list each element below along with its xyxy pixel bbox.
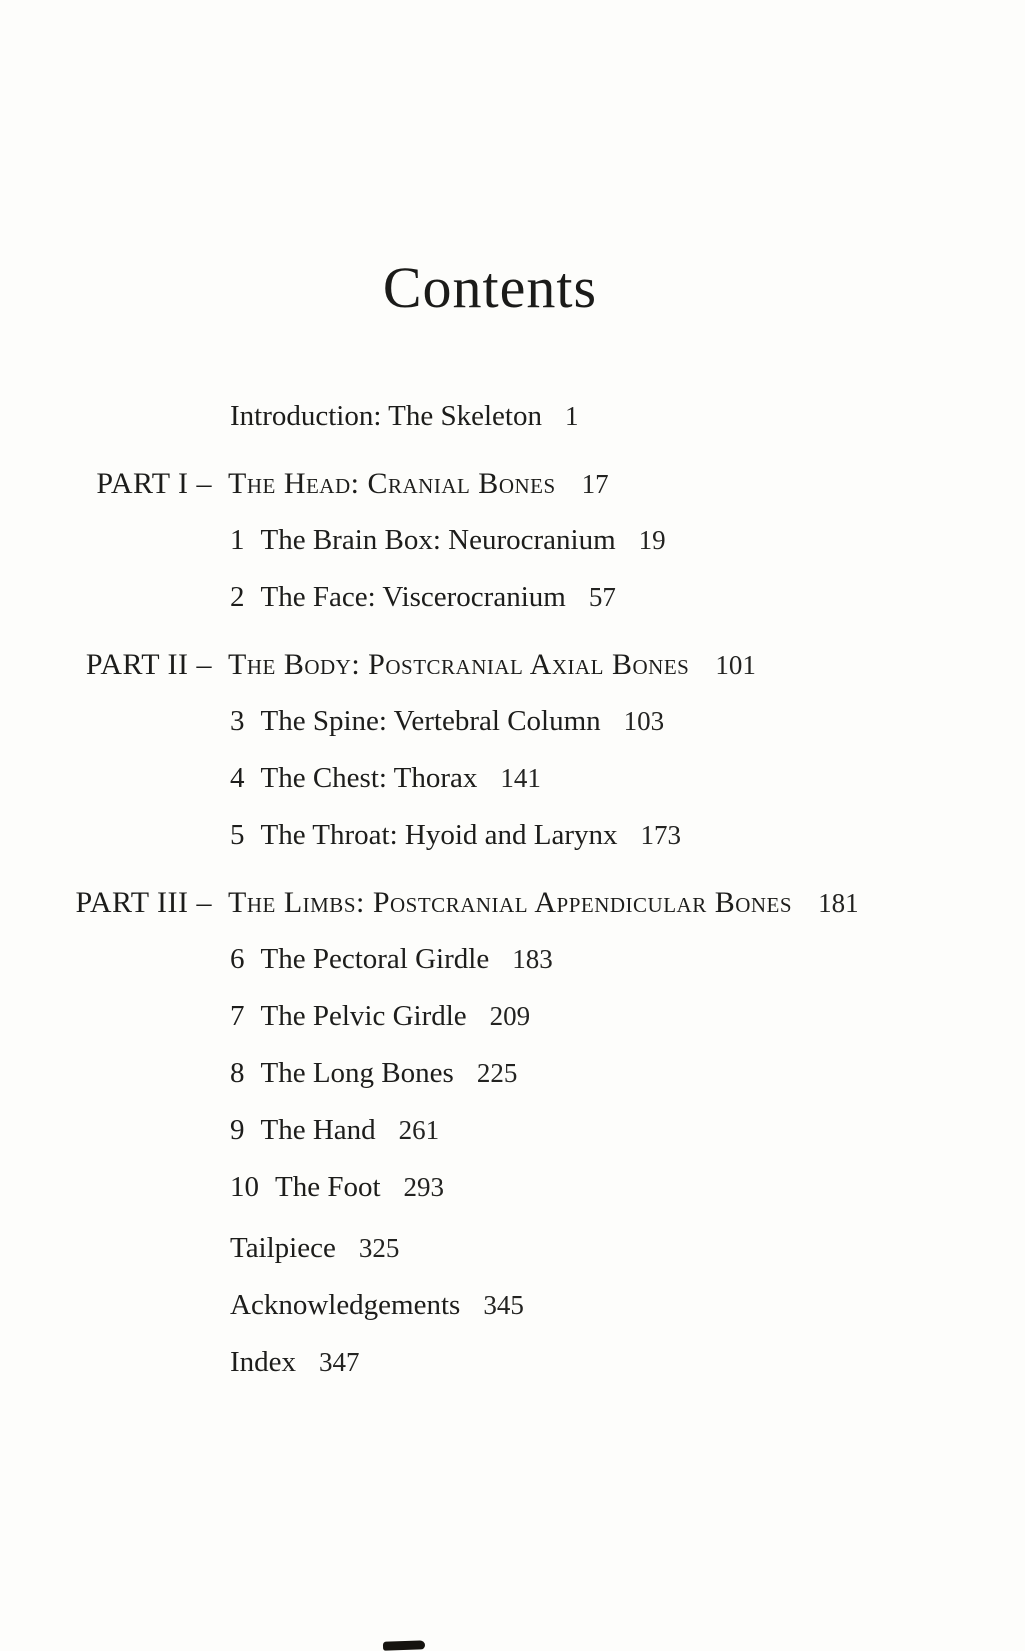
- entry-page-number: 325: [358, 1233, 400, 1263]
- toc-entry-tailpiece: [0, 1234, 1025, 1263]
- entry-label: The Hand: [260, 1114, 376, 1146]
- entry-page-number: 141: [500, 763, 541, 793]
- toc-part-heading-1: [0, 469, 1025, 498]
- chapter-number: 8: [230, 1057, 245, 1089]
- entry-label: The Foot: [275, 1171, 381, 1203]
- entry-label: The Long Bones: [260, 1057, 454, 1089]
- part-label: PART III –: [75, 886, 212, 919]
- back-matter-section: [0, 1234, 1025, 1377]
- toc-entry-chapter-10: [0, 1173, 1025, 1202]
- entry-page-number: 347: [319, 1347, 360, 1377]
- chapter-number: 7: [230, 1000, 245, 1032]
- entry-label: The Brain Box: Neurocranium: [260, 524, 616, 556]
- chapter-number: 1: [230, 524, 245, 556]
- chapter-number: 6: [230, 943, 245, 975]
- entry-label: Introduction: The Skeleton: [230, 400, 542, 432]
- entry-page-number: 345: [483, 1290, 524, 1320]
- toc-entry-chapter-1: [0, 526, 1025, 555]
- entry-page-number: 103: [623, 706, 665, 736]
- chapter-number: 10: [230, 1171, 259, 1203]
- entry-label: The Pectoral Girdle: [260, 943, 490, 975]
- entry-page-number: 261: [398, 1115, 440, 1145]
- entry-label: Index: [230, 1346, 297, 1378]
- chapter-number: 5: [230, 819, 245, 851]
- part-label: PART I –: [96, 467, 212, 500]
- entry-page-number: 17: [581, 469, 609, 499]
- entry-page-number: 1: [564, 401, 579, 431]
- part-title: The Body: Postcranial Axial Bones: [228, 648, 690, 681]
- chapter-number: 3: [230, 705, 245, 737]
- entry-page-number: 209: [489, 1001, 531, 1031]
- entry-page-number: 183: [512, 944, 553, 974]
- toc-entry-chapter-2: [0, 583, 1025, 612]
- toc-entry-chapter-6: [0, 945, 1025, 974]
- scan-smudge-artifact: [383, 1640, 425, 1650]
- toc-entry-chapter-3: [0, 707, 1025, 736]
- entry-page-number: 19: [638, 525, 666, 555]
- toc-entry-chapter-4: [0, 764, 1025, 793]
- entry-page-number: 293: [403, 1172, 445, 1202]
- entry-page-number: 225: [476, 1058, 518, 1088]
- chapter-number: 9: [230, 1114, 245, 1146]
- entry-label: Tailpiece: [230, 1232, 336, 1264]
- entry-label: The Throat: Hyoid and Larynx: [260, 819, 618, 851]
- page-title: Contents: [382, 255, 598, 320]
- entry-label: The Chest: Thorax: [260, 762, 478, 794]
- part-title: The Limbs: Postcranial Appendicular Bones: [228, 886, 793, 919]
- toc-entry-chapter-8: [0, 1059, 1025, 1088]
- entry-page-number: 181: [818, 888, 859, 918]
- entry-label: Acknowledgements: [230, 1289, 461, 1321]
- chapter-number: 4: [230, 762, 245, 794]
- toc-entry-chapter-9: [0, 1116, 1025, 1145]
- toc-entry-index: [0, 1348, 1025, 1377]
- entry-label: The Face: Viscerocranium: [260, 581, 566, 613]
- entry-page-number: 173: [640, 820, 682, 850]
- toc-entry-introduction: [0, 402, 1025, 431]
- toc-part-heading-3: [0, 888, 1025, 917]
- toc-entry-chapter-7: [0, 1002, 1025, 1031]
- entry-label: The Spine: Vertebral Column: [260, 705, 601, 737]
- entry-page-number: 57: [588, 582, 616, 612]
- toc-entry-chapter-5: [0, 821, 1025, 850]
- table-of-contents: [0, 402, 1025, 1405]
- toc-part-heading-2: [0, 650, 1025, 679]
- part-title: The Head: Cranial Bones: [228, 467, 556, 500]
- entry-page-number: 101: [715, 650, 756, 680]
- part-label: PART II –: [85, 648, 212, 681]
- entry-label: The Pelvic Girdle: [260, 1000, 467, 1032]
- chapter-number: 2: [230, 581, 245, 613]
- toc-entry-acknowledgements: [0, 1291, 1025, 1320]
